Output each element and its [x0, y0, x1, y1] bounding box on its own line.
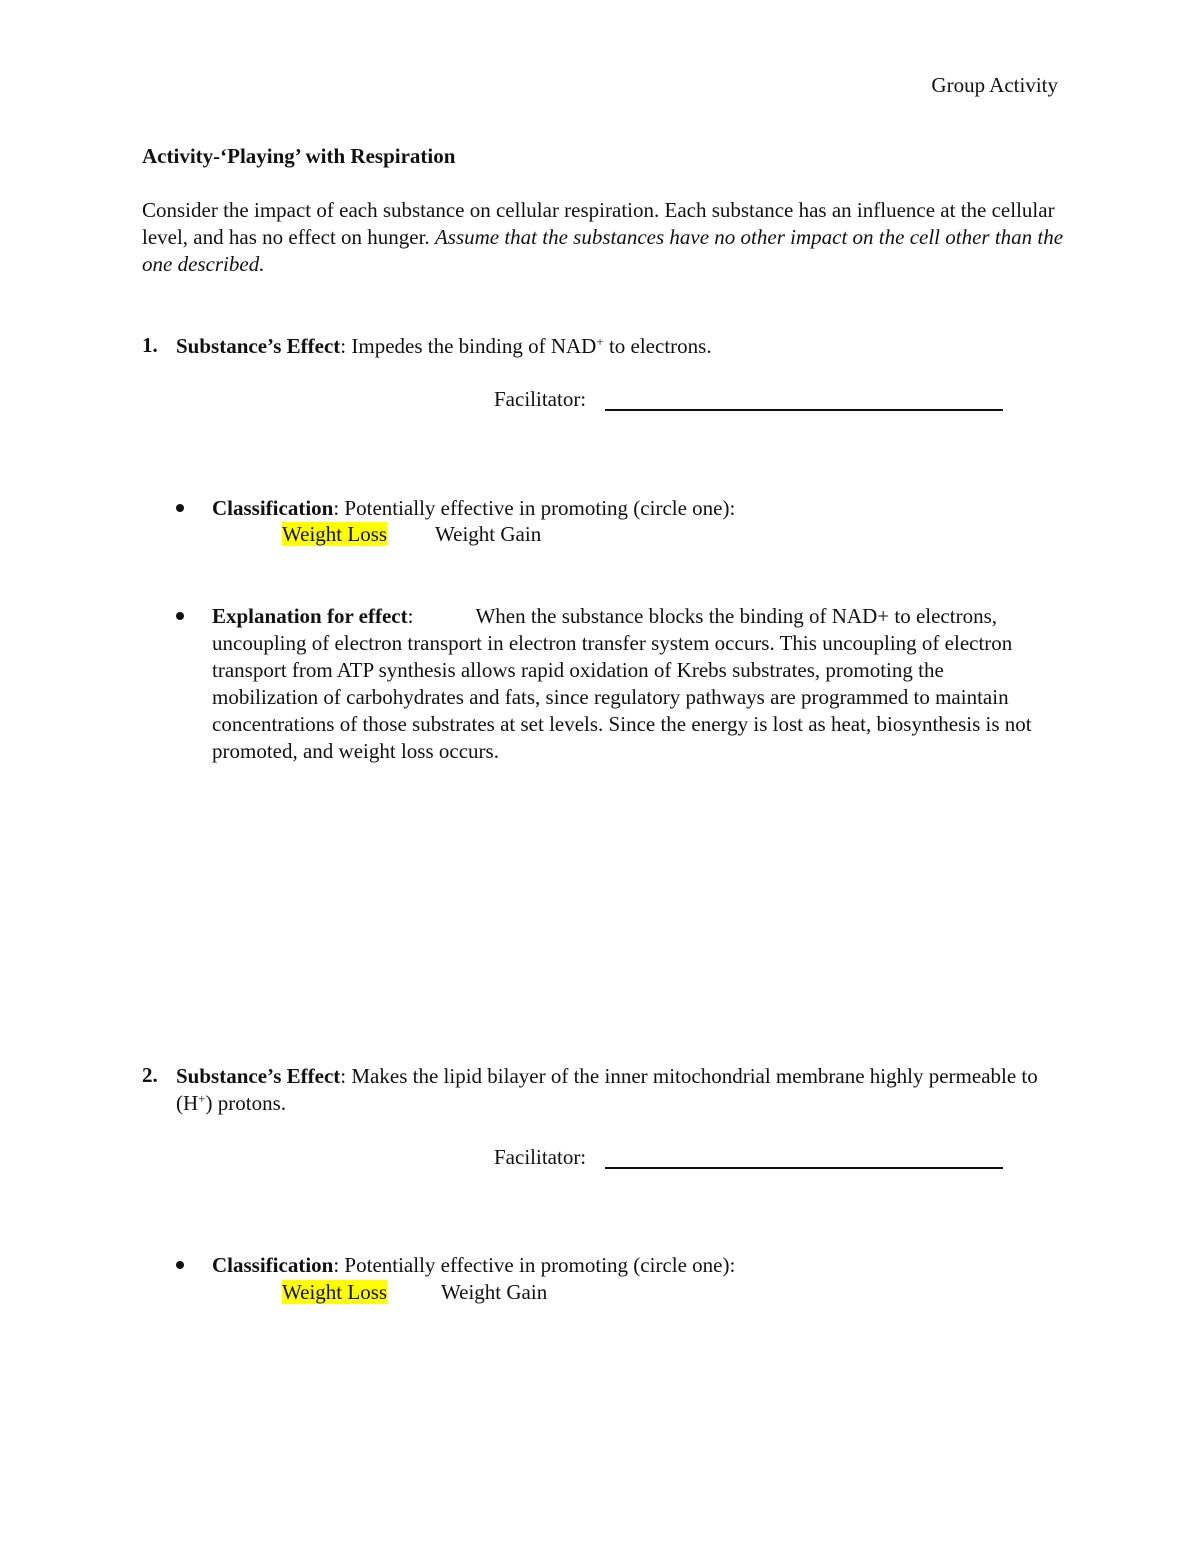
question-1-number: 1. [142, 333, 158, 357]
effect-label: Substance’s Effect [176, 334, 341, 358]
intro-paragraph [142, 197, 1072, 278]
effect-text-end: to electrons. [603, 334, 712, 358]
question-2-number: 2. [142, 1063, 158, 1087]
facilitator-label-2: Facilitator: [494, 1145, 587, 1169]
facilitator-field-2[interactable] [605, 1167, 1003, 1169]
intro-italic: Assume that the substances have no other impact on the cell other than the one described [142, 225, 1064, 276]
question-1-effect [176, 333, 1056, 360]
superscript-plus: + [198, 1091, 206, 1106]
bullet-icon [176, 504, 184, 512]
option-weight-gain-1[interactable]: Weight Gain [435, 522, 542, 546]
explanation-label: Explanation for effect [212, 604, 408, 628]
effect-text: : Impedes the binding of NAD [340, 334, 597, 358]
classification-text: : Potentially effective in promoting (circle one): [333, 496, 736, 520]
effect-text-end: ) protons. [205, 1091, 287, 1115]
bullet-icon [176, 1261, 184, 1269]
option-weight-gain-2[interactable]: Weight Gain [441, 1280, 548, 1304]
explanation-text: When the substance blocks the binding of NAD+ to electrons, uncoupling of electron transport in electron transfer system occurs. This uncoupling of electron transport from ATP synthesis allows rapid oxidation of Krebs substrates, promoting the mobilization of carbohydrates and fats, since regulatory pathways are programmed to maintain concentrations of those substrates at set levels. Since the energy is lost as heat, biosynthesis is not promoted, and weight loss occurs. [212, 604, 1032, 763]
explanation-1 [212, 603, 1052, 765]
facilitator-label-1: Facilitator: [494, 387, 587, 411]
effect-label: Substance’s Effect [176, 1064, 341, 1088]
option-weight-loss-2[interactable] [282, 1280, 387, 1305]
classification-text: : Potentially effective in promoting (circle one): [333, 1253, 736, 1277]
explanation-colon: : [407, 604, 414, 628]
option-weight-loss-1[interactable] [282, 522, 387, 547]
intro-plain: Consider the impact of each substance on cellular respiration. Each substance has an influence at the cellular level, and has no effect on hunger. [142, 198, 1055, 249]
activity-title: Activity-‘Playing’ with Respiration [142, 144, 456, 168]
classification-1 [212, 495, 1052, 522]
classification-2 [212, 1252, 1052, 1279]
bullet-icon [176, 612, 184, 620]
classification-label: Classification [212, 1253, 334, 1277]
superscript-plus: + [596, 334, 604, 349]
facilitator-field-1[interactable] [605, 409, 1003, 411]
option-selected-label: Weight Loss [282, 522, 388, 546]
header-label: Group Activity [931, 73, 1058, 97]
question-2-effect [176, 1063, 1056, 1117]
classification-label: Classification [212, 496, 334, 520]
effect-text: : Makes the lipid bilayer of the inner mitochondrial membrane highly permeable to (H [176, 1064, 1038, 1115]
intro-period: . [259, 252, 265, 276]
option-selected-label: Weight Loss [282, 1280, 388, 1304]
